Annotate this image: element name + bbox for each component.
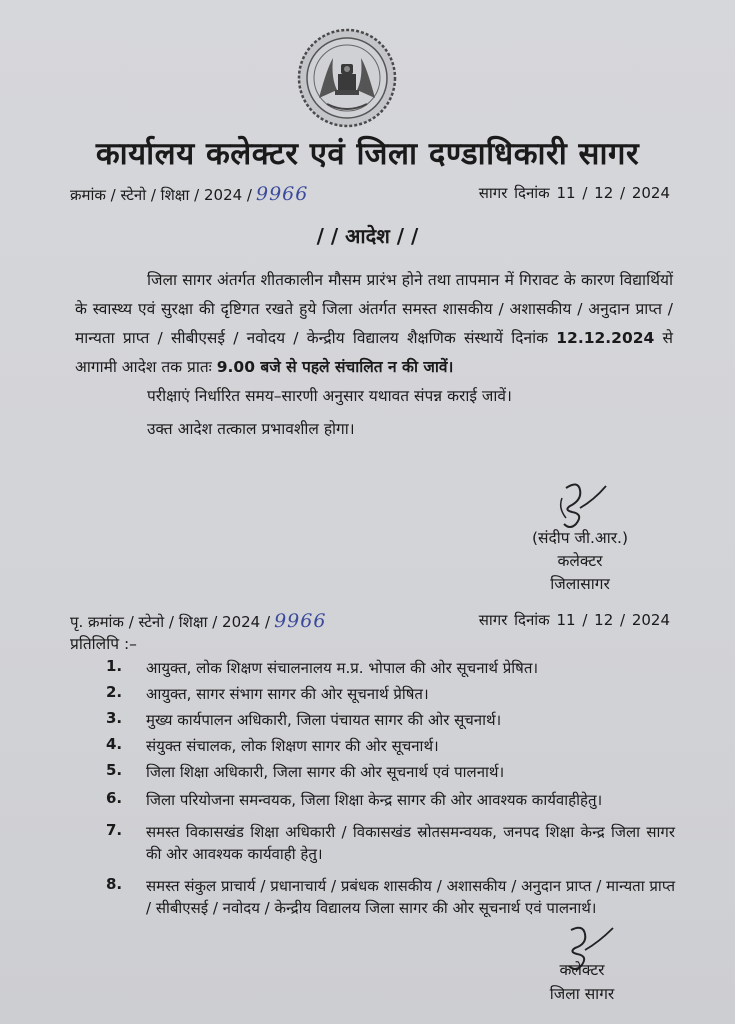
list-item-number: 8. [106, 875, 123, 893]
order-paragraph-1 [75, 266, 673, 382]
list-item [70, 821, 675, 865]
list-item-number: 4. [106, 735, 123, 753]
signatory-designation: कलेक्टर [557, 552, 603, 570]
list-item [70, 875, 675, 919]
reference-date: सागर दिनांक 11 / 12 / 2024 [478, 184, 670, 202]
signatory-name: (संदीप जी.आर.) [531, 529, 629, 547]
signatory-block [500, 527, 660, 596]
reference-row [70, 183, 670, 209]
reference-number: 9966 [256, 183, 309, 205]
list-item-number: 1. [106, 657, 123, 675]
list-item-text: समस्त संकुल प्राचार्य / प्रधानाचार्य / प्रबंधक शासकीय / अशासकीय / अनुदान प्राप्त / मान्यता प्राप्त / सीबीएसई / नवोदय / केन्द्रीय विद्यालय जिला सागर की ओर सूचनार्थ एवं पालनार्थ। [146, 877, 675, 917]
order-heading: / / आदेश / / [316, 224, 419, 248]
order-body [75, 266, 673, 444]
copy-reference-number: 9966 [274, 610, 327, 632]
order-paragraph-2: परीक्षाएं निर्धारित समय–सारणी अनुसार यथावत संपन्न कराई जावें। [147, 387, 512, 405]
office-title: कार्यालय कलेक्टर एवं जिला दण्डाधिकारी सागर [95, 136, 640, 172]
list-item-text: जिला परियोजना समन्वयक, जिला शिक्षा केन्द्र सागर की ओर आवश्यक कार्यवाहीहेतु। [146, 791, 603, 809]
order-text-part1: जिला सागर अंतर्गत शीतकालीन मौसम प्रारंभ होने तथा तापमान में गिरावट के कारण विद्यार्थियों के स्वास्थ्य एवं सुरक्षा की दृष्टिगत रखते हुये जिला अंतर्गत समस्त शासकीय / अशासकीय / अनुदान प्राप्त / मान्यता प्राप्त / सीबीएसई / नवोदय / केन्द्रीय विद्यालय शैक्षणिक संस्थायें दिनांक [75, 271, 673, 347]
signatory-district: जिलासागर [550, 575, 610, 593]
list-item [70, 789, 675, 811]
reference-text [70, 183, 308, 205]
copy-reference-date: सागर दिनांक 11 / 12 / 2024 [478, 611, 670, 629]
list-item-text: आयुक्त, सागर संभाग सागर की ओर सूचनार्थ प्रेषित। [146, 685, 429, 703]
copy-reference-prefix: पृ. क्रमांक / स्टेनो / शिक्षा / 2024 / [70, 613, 271, 631]
order-time-restriction: 9.00 बजे से पहले संचालित न की जावें। [216, 358, 454, 376]
list-item-text: मुख्य कार्यपालन अधिकारी, जिला पंचायत सागर की ओर सूचनार्थ। [146, 711, 502, 729]
list-item [70, 735, 675, 757]
list-item-text: जिला शिक्षा अधिकारी, जिला सागर की ओर सूचनार्थ एवं पालनार्थ। [146, 763, 505, 781]
list-item-number: 2. [106, 683, 123, 701]
order-text-part2: से आगामी आदेश तक प्रातः [75, 329, 674, 376]
signatory2-district: जिला सागर [549, 985, 615, 1003]
list-item-number: 3. [106, 709, 123, 727]
list-item-text: संयुक्त संचालक, लोक शिक्षण सागर की ओर सूचनार्थ। [146, 737, 439, 755]
order-effective-date: 12.12.2024 [556, 329, 655, 347]
list-item-number: 5. [106, 761, 123, 779]
copy-list [70, 655, 675, 919]
copy-reference-text [70, 610, 326, 632]
list-item [70, 761, 675, 783]
reference-prefix: क्रमांक / स्टेनो / शिक्षा / 2024 / [70, 186, 252, 204]
list-item [70, 683, 675, 705]
list-item-number: 7. [106, 821, 123, 839]
signatory2-designation: कलेक्टर [559, 961, 605, 979]
list-item-text: आयुक्त, लोक शिक्षण संचालनालय म.प्र. भोपाल की ओर सूचनार्थ प्रेषित। [146, 659, 539, 677]
order-paragraph-3: उक्त आदेश तत्काल प्रभावशील होगा। [147, 420, 355, 438]
list-item-number: 6. [106, 789, 123, 807]
list-item [70, 657, 675, 679]
list-item [70, 709, 675, 731]
copy-reference-row [70, 610, 670, 636]
copy-label: प्रतिलिपि :– [70, 635, 137, 653]
government-seal-icon [297, 28, 397, 128]
list-item-text: समस्त विकासखंड शिक्षा अधिकारी / विकासखंड स्रोतसमन्वयक, जनपद शिक्षा केन्द्र जिला सागर की ओर आवश्यक कार्यवाही हेतु। [146, 823, 675, 863]
signatory2-block [512, 958, 652, 1006]
